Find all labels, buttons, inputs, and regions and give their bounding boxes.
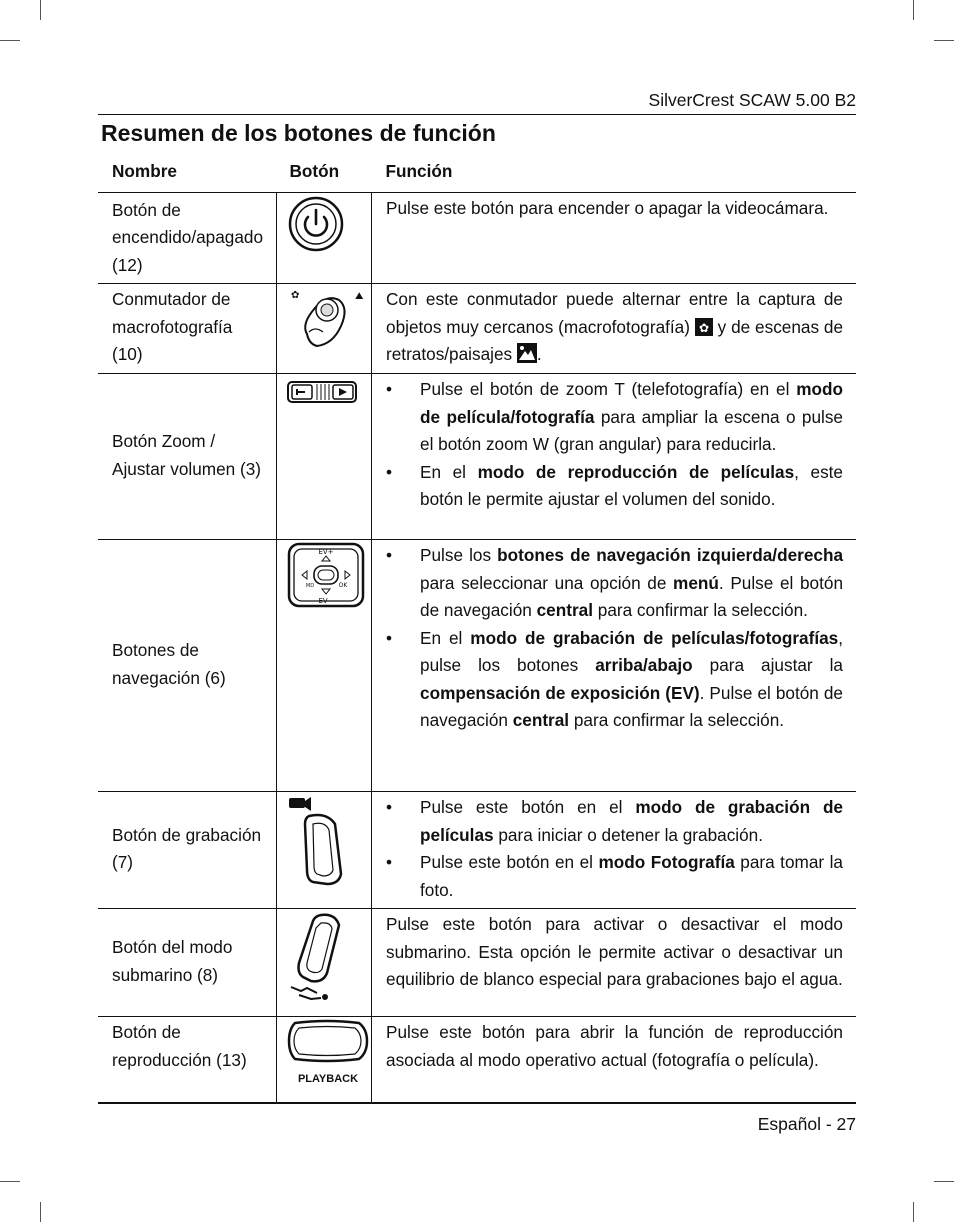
zoom-button-icon — [277, 374, 372, 540]
row-name: Botón Zoom / Ajustar volumen (3) — [98, 374, 277, 540]
row-function — [372, 540, 856, 792]
crop-mark — [934, 40, 954, 41]
row-function-text: y de escenas de retratos/paisajes — [386, 316, 844, 364]
row-name: Botones de navegación (6) — [98, 540, 277, 792]
row-function — [372, 284, 856, 374]
column-header-name: Nombre — [112, 161, 177, 181]
crop-mark — [913, 1202, 914, 1222]
page-footer: Español - 27 — [98, 1103, 856, 1135]
pad-label-right: OK — [338, 582, 348, 589]
row-name: Botón de grabación (7) — [98, 792, 277, 909]
crop-mark — [40, 1202, 41, 1222]
bullet-item: • En el modo de reproducción de películas, este botón le permite ajustar el volumen del sonido. — [386, 459, 843, 514]
row-function: Pulse este botón para abrir la función de reproducción asociada al modo operativo actual (fotografía o película). — [372, 1017, 856, 1103]
svg-text:⛰: ⛰ — [355, 291, 364, 302]
row-name: Botón de encendido/apagado (12) — [98, 192, 277, 284]
row-function-text: Con este conmutador puede alternar entre la captura de objetos muy cercanos (macrofotografía) — [386, 289, 843, 337]
row-function: Pulse este botón para encender o apagar la videocámara. — [372, 192, 856, 284]
pad-label-left: MD — [305, 583, 315, 589]
section-title: Resumen de los botones de función — [101, 120, 496, 146]
record-button-icon — [277, 792, 372, 909]
row-function-text: . — [536, 344, 542, 364]
svg-text:✿: ✿ — [291, 290, 300, 301]
row-function: Pulse este botón para activar o desactivar el modo submarino. Esta opción le permite activar o desactivar un equilibrio de blanco especial para grabaciones bajo el agua. — [372, 909, 856, 1017]
row-name: Botón del modo submarino (8) — [98, 909, 277, 1017]
crop-mark — [0, 1181, 20, 1182]
row-name: Botón de reproducción (13) — [98, 1017, 277, 1103]
table-row — [98, 284, 856, 374]
table-row — [98, 374, 856, 540]
bullet-item: • En el modo de grabación de películas/fotografías, pulse los botones arriba/abajo para ajustar la compensación de exposición (EV). Pulse el botón de navegación central para confirmar la selección. — [386, 625, 843, 735]
bullet-item: • Pulse el botón de zoom T (telefotografía) en el modo de película/fotografía para ampliar la escena o pulse el botón zoom W (gran angular) para reducirla. — [386, 376, 843, 459]
macro-icon — [695, 318, 713, 336]
function-buttons-table — [98, 156, 856, 1103]
running-header: SilverCrest SCAW 5.00 B2 — [98, 88, 856, 115]
pad-label-down: EV− — [318, 597, 334, 605]
table-row — [98, 540, 856, 792]
row-function — [372, 792, 856, 909]
table-row — [98, 792, 856, 909]
row-function — [372, 374, 856, 540]
table-row — [98, 192, 856, 284]
crop-mark — [934, 1181, 954, 1182]
power-button-icon — [277, 192, 372, 284]
crop-mark — [913, 0, 914, 20]
bullet-item: • Pulse este botón en el modo Fotografía para tomar la foto. — [386, 849, 843, 904]
bullet-item: • Pulse los botones de navegación izquierda/derecha para seleccionar una opción de menú. Pulse el botón de navegación central para confirmar la selección. — [386, 542, 843, 625]
bullet-item: • Pulse este botón en el modo de grabación de películas para iniciar o detener la grabación. — [386, 794, 843, 849]
crop-mark — [40, 0, 41, 20]
table-header-row — [98, 156, 856, 192]
row-name: Conmutador de macrofotografía (10) — [98, 284, 277, 374]
crop-mark — [0, 40, 20, 41]
pad-label-up: EV+ — [318, 548, 334, 556]
column-header-function: Función — [385, 161, 453, 181]
macro-switch-icon — [277, 284, 372, 374]
svg-text:✿: ✿ — [698, 320, 709, 335]
landscape-icon — [517, 343, 537, 363]
playback-button-icon — [277, 1017, 372, 1103]
underwater-button-icon — [277, 909, 372, 1017]
playback-label: PLAYBACK — [297, 1073, 359, 1085]
table-row — [98, 1017, 856, 1103]
table-row — [98, 909, 856, 1017]
navigation-pad-icon — [277, 540, 372, 792]
column-header-button: Botón — [289, 161, 340, 181]
